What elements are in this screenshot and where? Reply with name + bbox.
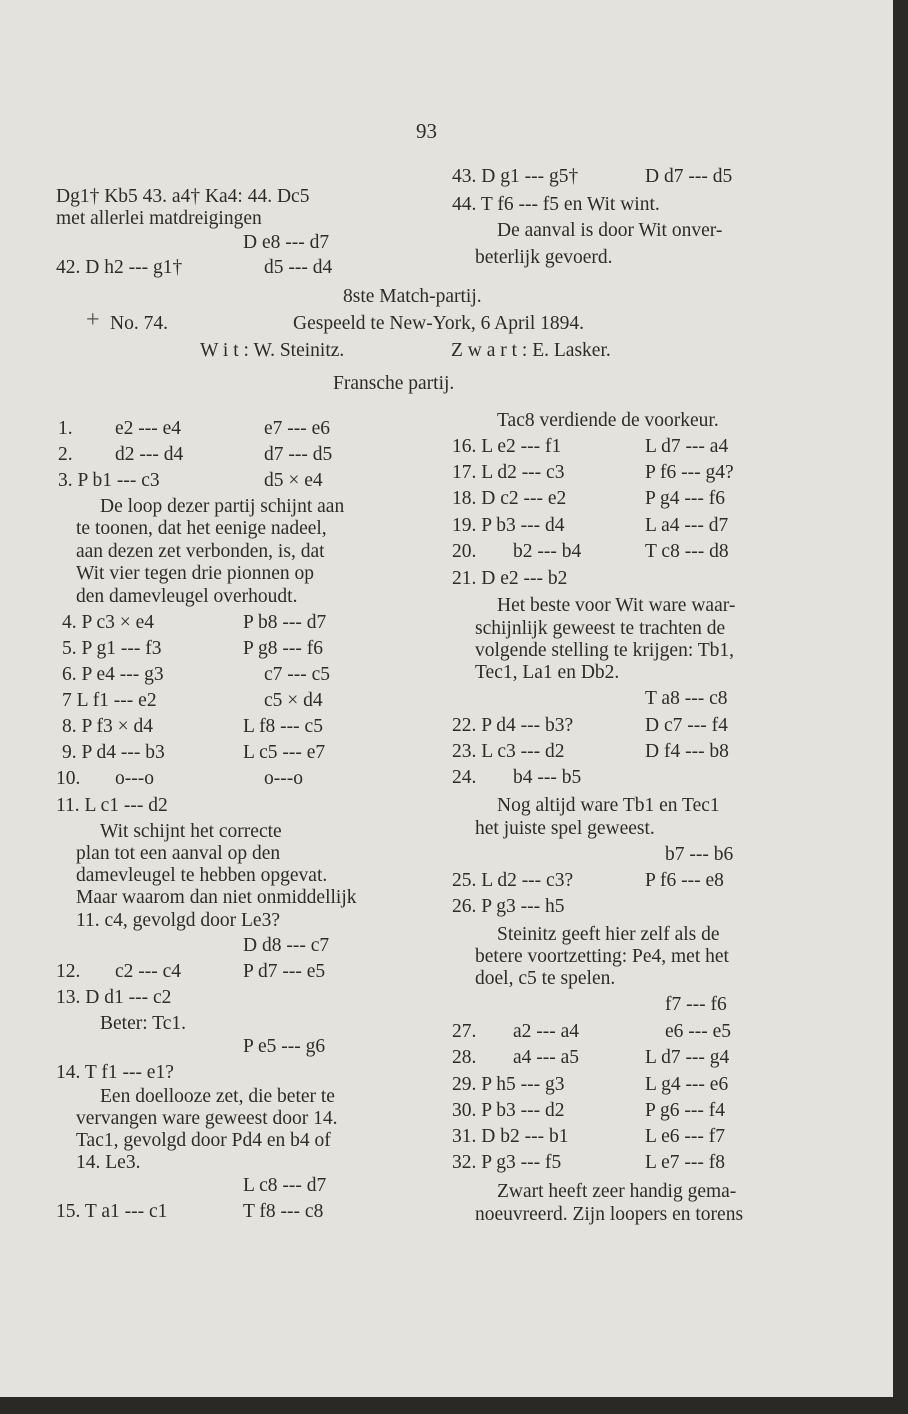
text-line: T c8 --- d8 — [645, 541, 729, 562]
text-line: 23. L c3 --- d2 — [452, 741, 565, 762]
text-line: schijnlijk geweest te trachten de — [475, 618, 726, 639]
text-line: 21. D e2 --- b2 — [452, 568, 568, 589]
text-line: Tac1, gevolgd door Pd4 en b4 of — [76, 1130, 331, 1151]
text-line: D e8 --- d7 — [243, 232, 330, 253]
text-line: Dg1† Kb5 43. a4† Ka4: 44. Dc5 — [56, 186, 310, 207]
text-line: Maar waarom dan niet onmiddellijk — [76, 887, 357, 908]
text-line: den damevleugel overhoudt. — [76, 586, 298, 607]
text-line: o---o — [115, 768, 154, 789]
text-line: P e5 --- g6 — [243, 1036, 326, 1057]
text-line: e2 --- e4 — [115, 418, 182, 439]
text-line: P g8 --- f6 — [243, 638, 323, 659]
text-line: 29. P h5 --- g3 — [452, 1074, 565, 1095]
text-line: Tec1, La1 en Db2. — [475, 662, 620, 683]
text-line: L c5 --- e7 — [243, 742, 326, 763]
text-line: damevleugel te hebben opgevat. — [76, 865, 328, 886]
text-line: plan tot een aanval op den — [76, 843, 281, 864]
text-line: P d7 --- e5 — [243, 961, 326, 982]
text-line: 11. L c1 --- d2 — [56, 795, 168, 816]
text-line: P f6 --- g4? — [645, 462, 734, 483]
text-line: Wit schijnt het correcte — [100, 821, 282, 842]
text-line: a2 --- a4 — [513, 1021, 580, 1042]
text-line: 14. Le3. — [76, 1152, 141, 1173]
text-line: met allerlei matdreigingen — [56, 208, 262, 229]
text-line: 32. P g3 --- f5 — [452, 1152, 562, 1173]
text-line: c5 × d4 — [264, 690, 323, 711]
text-line: e7 --- e6 — [264, 418, 331, 439]
text-line: 15. T a1 --- c1 — [56, 1201, 168, 1222]
text-line: De loop dezer partij schijnt aan — [100, 496, 345, 517]
text-line: 17. L d2 --- c3 — [452, 462, 565, 483]
text-line: doel, c5 te spelen. — [475, 968, 616, 989]
text-line: d7 --- d5 — [264, 444, 333, 465]
text-line: Zwart heeft zeer handig gema- — [497, 1181, 737, 1202]
text-line: Beter: Tc1. — [100, 1013, 186, 1034]
text-line: D d7 --- d5 — [645, 166, 733, 187]
text-line: L d7 --- a4 — [645, 436, 729, 457]
text-line: P f6 --- e8 — [645, 870, 724, 891]
text-line: 30. P b3 --- d2 — [452, 1100, 565, 1121]
text-line: De aanval is door Wit onver- — [497, 220, 723, 241]
text-line: 3. P b1 --- c3 — [58, 470, 160, 491]
text-line: Tac8 verdiende de voorkeur. — [497, 410, 719, 431]
text-line: 31. D b2 --- b1 — [452, 1126, 569, 1147]
text-line: D d8 --- c7 — [243, 935, 330, 956]
text-line: te toonen, dat het eenige nadeel, — [76, 518, 327, 539]
text-line: 22. P d4 --- b3? — [452, 715, 574, 736]
text-line: 9. P d4 --- b3 — [62, 742, 165, 763]
text-line: 12. — [56, 961, 81, 982]
text-line: Steinitz geeft hier zelf als de — [497, 924, 720, 945]
handwritten-mark-icon: + — [86, 307, 100, 333]
text-line: 18. D c2 --- e2 — [452, 488, 567, 509]
text-line: L c8 --- d7 — [243, 1175, 327, 1196]
text-line: 16. L e2 --- f1 — [452, 436, 562, 457]
text-line: T f8 --- c8 — [243, 1201, 324, 1222]
text-line: 6. P e4 --- g3 — [62, 664, 164, 685]
text-line: 25. L d2 --- c3? — [452, 870, 574, 891]
text-line: 20. — [452, 541, 477, 562]
text-line: noeuvreerd. Zijn loopers en torens — [475, 1204, 744, 1225]
opening-name: Fransche partij. — [333, 373, 455, 394]
text-line: L e6 --- f7 — [645, 1126, 725, 1147]
text-line: beterlijk gevoerd. — [475, 247, 613, 268]
text-line: a4 --- a5 — [513, 1047, 580, 1068]
game-venue-date: Gespeeld te New-York, 6 April 1894. — [293, 313, 585, 334]
text-line: 7 L f1 --- e2 — [62, 690, 157, 711]
text-line: 8. P f3 × d4 — [62, 716, 153, 737]
text-line: Nog altijd ware Tb1 en Tec1 — [497, 795, 720, 816]
text-line: 28. — [452, 1047, 477, 1068]
text-line: 42. D h2 --- g1† — [56, 257, 183, 278]
text-line: 26. P g3 --- h5 — [452, 896, 565, 917]
text-line: Wit vier tegen drie pionnen op — [76, 563, 315, 584]
match-title: 8ste Match-partij. — [343, 286, 482, 307]
text-line: f7 --- f6 — [665, 994, 727, 1015]
text-line: 14. T f1 --- e1? — [56, 1062, 174, 1083]
text-line: 1. — [58, 418, 73, 439]
text-line: L f8 --- c5 — [243, 716, 323, 737]
text-line: e6 --- e5 — [665, 1021, 732, 1042]
text-line: L d7 --- g4 — [645, 1047, 730, 1068]
text-line: 2. — [58, 444, 73, 465]
text-line: 5. P g1 --- f3 — [62, 638, 162, 659]
text-line: o---o — [264, 768, 303, 789]
text-line: het juiste spel geweest. — [475, 818, 655, 839]
text-line: 27. — [452, 1021, 477, 1042]
text-line: c2 --- c4 — [115, 961, 182, 982]
text-line: betere voortzetting: Pe4, met het — [475, 946, 729, 967]
text-line: 11. c4, gevolgd door Le3? — [76, 910, 280, 931]
page-number: 93 — [416, 119, 437, 143]
white-player: W i t : W. Steinitz. — [200, 340, 345, 361]
text-line: Een doellooze zet, die beter te — [100, 1086, 335, 1107]
text-line: d5 × e4 — [264, 470, 323, 491]
text-line: b2 --- b4 — [513, 541, 582, 562]
text-line: D c7 --- f4 — [645, 715, 728, 736]
text-line: T a8 --- c8 — [645, 688, 728, 709]
text-line: c7 --- c5 — [264, 664, 331, 685]
text-line: 4. P c3 × e4 — [62, 612, 155, 633]
text-line: P b8 --- d7 — [243, 612, 327, 633]
text-line: vervangen ware geweest door 14. — [76, 1108, 338, 1129]
text-line: P g6 --- f4 — [645, 1100, 725, 1121]
text-line: D f4 --- b8 — [645, 741, 729, 762]
text-line: 24. — [452, 767, 477, 788]
text-line: 19. P b3 --- d4 — [452, 515, 565, 536]
text-line: 44. T f6 --- f5 en Wit wint. — [452, 194, 660, 215]
text-line: Het beste voor Wit ware waar- — [497, 595, 736, 616]
text-line: P g4 --- f6 — [645, 488, 725, 509]
text-line: d2 --- d4 — [115, 444, 184, 465]
text-line: volgende stelling te krijgen: Tb1, — [475, 640, 735, 661]
text-line: 43. D g1 --- g5† — [452, 166, 579, 187]
text-line: aan dezen zet verbonden, is, dat — [76, 541, 325, 562]
text-line: 13. D d1 --- c2 — [56, 987, 172, 1008]
text-line: L g4 --- e6 — [645, 1074, 729, 1095]
black-player: Z w a r t : E. Lasker. — [451, 340, 611, 361]
text-line: b7 --- b6 — [665, 844, 734, 865]
text-line: d5 --- d4 — [264, 257, 333, 278]
text-line: 10. — [56, 768, 81, 789]
text-line: L a4 --- d7 — [645, 515, 729, 536]
text-line: L e7 --- f8 — [645, 1152, 725, 1173]
text-line: b4 --- b5 — [513, 767, 582, 788]
game-number: No. 74. — [110, 313, 168, 334]
